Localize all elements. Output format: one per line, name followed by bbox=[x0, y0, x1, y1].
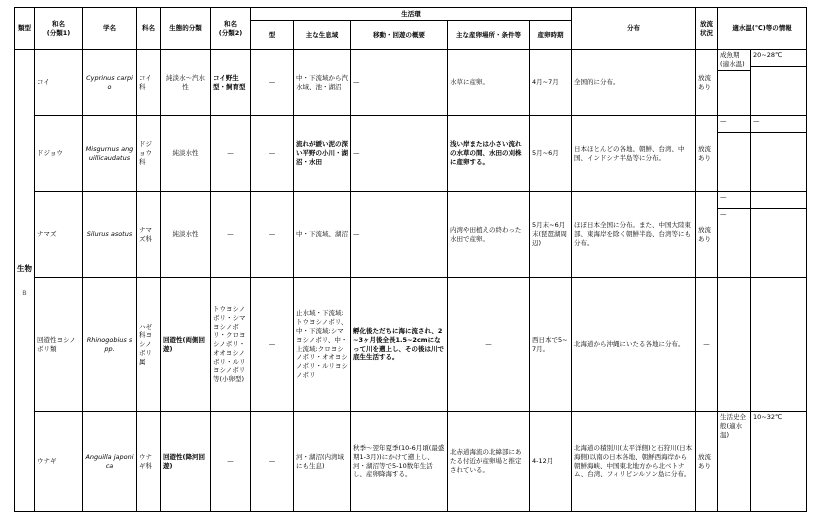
header-name1: 和名 (分類1) bbox=[35, 8, 83, 50]
name2-cell: — bbox=[211, 192, 251, 278]
header-spawn-place: 主な産卵場所・条件等 bbox=[448, 21, 530, 50]
name1-cell: ナマズ bbox=[35, 192, 83, 278]
name1-cell: コイ bbox=[35, 50, 83, 116]
temp-value-extra bbox=[751, 209, 806, 225]
eco-cell: 純淡水～汽水性 bbox=[161, 50, 211, 116]
temp-value-cell bbox=[751, 192, 807, 278]
spawn-time-cell: 4月~7月 bbox=[530, 50, 572, 116]
habitat-cell: 止水域・下流域:トウヨシノボリ、中・下流域:シマヨシノボリ、中・上流域:クロヨシノボリ・オオヨシノボリ・ルリヨシノボリ bbox=[294, 278, 351, 412]
temp-label-cell: 生活史全般(適水温) bbox=[718, 412, 751, 512]
type-cell: — bbox=[251, 278, 294, 412]
release-cell: 放流あり bbox=[696, 116, 718, 192]
spawn-time-cell: 西日本で5~7月。 bbox=[530, 278, 572, 412]
header-temp: 適水温(℃)等の情報 bbox=[718, 8, 807, 50]
name2-cell: コイ野生型・飼育型 bbox=[211, 50, 251, 116]
header-distribution: 分布 bbox=[572, 8, 696, 50]
header-type: 型 bbox=[251, 21, 294, 50]
habitat-cell: 中・下流域から汽水域、池・湖沼 bbox=[294, 50, 351, 116]
scientific-cell: Silurus asotus bbox=[83, 192, 137, 278]
type-cell: — bbox=[251, 412, 294, 512]
scientific-cell: Anguilla japonica bbox=[83, 412, 137, 512]
migration-cell: — bbox=[351, 116, 448, 192]
spawn-time-cell: 5月末~6月末(琵琶湖周辺) bbox=[530, 192, 572, 278]
spawn-time-cell: 5月~6月 bbox=[530, 116, 572, 192]
eco-cell: 回遊性(降河回遊) bbox=[161, 412, 211, 512]
temp-value-cell bbox=[751, 116, 807, 192]
scientific-cell: Rhinogobius spp. bbox=[83, 278, 137, 412]
spawn-place-cell: 浅い岸または小さい流れの水草の間、水田の刈株に産卵する。 bbox=[448, 116, 530, 192]
species-table bbox=[14, 7, 807, 512]
temp-label-extra: — bbox=[720, 210, 727, 218]
distribution-cell: 日本ほとんどの各地、朝鮮、台湾、中国、インドシナ半島等に分布。 bbox=[572, 116, 696, 192]
release-cell: 放流あり bbox=[696, 50, 718, 116]
header-habitat: 主な生息域 bbox=[294, 21, 351, 50]
name1-cell: ドジョウ bbox=[35, 116, 83, 192]
temp-label-extra bbox=[718, 133, 750, 149]
temp-label: 成魚期(適水温) bbox=[718, 50, 750, 71]
table-row bbox=[15, 412, 807, 512]
release-cell: 放流あり bbox=[696, 412, 718, 512]
spawn-place-cell: 内湾や田植えの終わった水田で産卵。 bbox=[448, 192, 530, 278]
eco-cell: 純淡水性 bbox=[161, 116, 211, 192]
type-cell: — bbox=[251, 116, 294, 192]
name2-cell: トウヨシノボリ・シマヨシノボリ・クロヨシノボリ・オオヨシノボリ・ルリヨシノボリ等(小卵型) bbox=[211, 278, 251, 412]
temp-label-cell bbox=[718, 278, 751, 412]
family-cell: ナマズ科 bbox=[137, 192, 161, 278]
header-category: 類型 bbox=[15, 8, 35, 50]
temp-value-cell bbox=[751, 278, 807, 412]
temp-label-cell bbox=[718, 116, 751, 192]
distribution-cell: 北海道から沖縄にいたる各地に分布。 bbox=[572, 278, 696, 412]
name1-cell: 回遊性ヨシノボリ類 bbox=[35, 278, 83, 412]
category-sub: B bbox=[22, 289, 27, 298]
category-label: 生物 bbox=[17, 264, 32, 274]
temp-label: — bbox=[718, 116, 750, 133]
habitat-cell: 河・湖沼(内湾域にも生息) bbox=[294, 412, 351, 512]
spawn-place-cell: 水草に産卵。 bbox=[448, 50, 530, 116]
table-row bbox=[15, 278, 807, 412]
eco-cell: 純淡水性 bbox=[161, 192, 211, 278]
scientific-cell: Misgurnus anguillicaudatus bbox=[83, 116, 137, 192]
type-cell: — bbox=[251, 50, 294, 116]
temp-value-extra bbox=[751, 67, 806, 83]
distribution-cell: ほぼ日本全国に分布。また、中国大陸東部、東海岸を除く朝鮮半島、台湾等にも分布。 bbox=[572, 192, 696, 278]
family-cell: ハゼ科ヨシノボリ属 bbox=[137, 278, 161, 412]
habitat-cell: 流れが緩い泥の深い平野の小川・湖沼・水田 bbox=[294, 116, 351, 192]
name2-cell: — bbox=[211, 412, 251, 512]
table-row bbox=[15, 50, 807, 116]
name2-cell: — bbox=[211, 116, 251, 192]
header-life-cycle: 生活環 bbox=[251, 8, 572, 21]
header-release: 放流状況 bbox=[696, 8, 718, 50]
header-migration: 移動・回遊の概要 bbox=[351, 21, 448, 50]
type-cell: — bbox=[251, 192, 294, 278]
distribution-cell: 北海道の積別川(太平洋側)と石狩川(日本海側)以南の日本各地、朝鮮西海岸から朝鮮海峡、中国東北地方から北ベトナム、台湾、フィリピンルソン島に分布。 bbox=[572, 412, 696, 512]
header-scientific: 学名 bbox=[83, 8, 137, 50]
header-family: 科名 bbox=[137, 8, 161, 50]
temp-value-cell bbox=[751, 50, 807, 116]
family-cell: ウナギ科 bbox=[137, 412, 161, 512]
temp-label-extra bbox=[718, 71, 750, 87]
table-row bbox=[15, 192, 807, 278]
temp-value-extra bbox=[751, 133, 806, 149]
distribution-cell: 全国的に分布。 bbox=[572, 50, 696, 116]
migration-cell: 秋季～翌年夏季(10-6月頃(最盛期1-3月))にかけて遡上し、河・湖沼等で5-10数年生活し、産卵降海する。 bbox=[351, 412, 448, 512]
temp-value-cell: 10~32℃ bbox=[751, 412, 807, 512]
temp-label: — bbox=[718, 192, 750, 209]
temp-value: 20~28℃ bbox=[751, 50, 806, 67]
scientific-cell: Cyprinus carpio bbox=[83, 50, 137, 116]
eco-cell: 回遊性(両側回遊) bbox=[161, 278, 211, 412]
release-cell: 放流あり bbox=[696, 192, 718, 278]
release-cell: — bbox=[696, 278, 718, 412]
temp-value bbox=[751, 192, 806, 209]
table-row bbox=[15, 116, 807, 192]
family-cell: ドジョウ科 bbox=[137, 116, 161, 192]
category-cell bbox=[15, 50, 35, 512]
habitat-cell: 中・下流域、湖沼 bbox=[294, 192, 351, 278]
temp-label-cell bbox=[718, 50, 751, 116]
header-eco: 生態的分類 bbox=[161, 8, 211, 50]
header-spawn-time: 産卵時期 bbox=[530, 21, 572, 50]
header-row-1 bbox=[15, 8, 807, 21]
name1-cell: ウナギ bbox=[35, 412, 83, 512]
spawn-place-cell: 北赤道海流の北緯部にあたる付近が産卵場と推定されている。 bbox=[448, 412, 530, 512]
spawn-place-cell: — bbox=[448, 278, 530, 412]
migration-cell: — bbox=[351, 192, 448, 278]
migration-cell: — bbox=[351, 50, 448, 116]
temp-value: — bbox=[751, 116, 806, 133]
temp-label-cell bbox=[718, 192, 751, 278]
migration-cell: 孵化後ただちに海に流され、2~3ヶ月後全長1.5~2cmになって川を遡上し、その後は川で底生生活する。 bbox=[351, 278, 448, 412]
header-name2: 和名 (分類2) bbox=[211, 8, 251, 50]
spawn-time-cell: 4-12月 bbox=[530, 412, 572, 512]
family-cell: コイ科 bbox=[137, 50, 161, 116]
